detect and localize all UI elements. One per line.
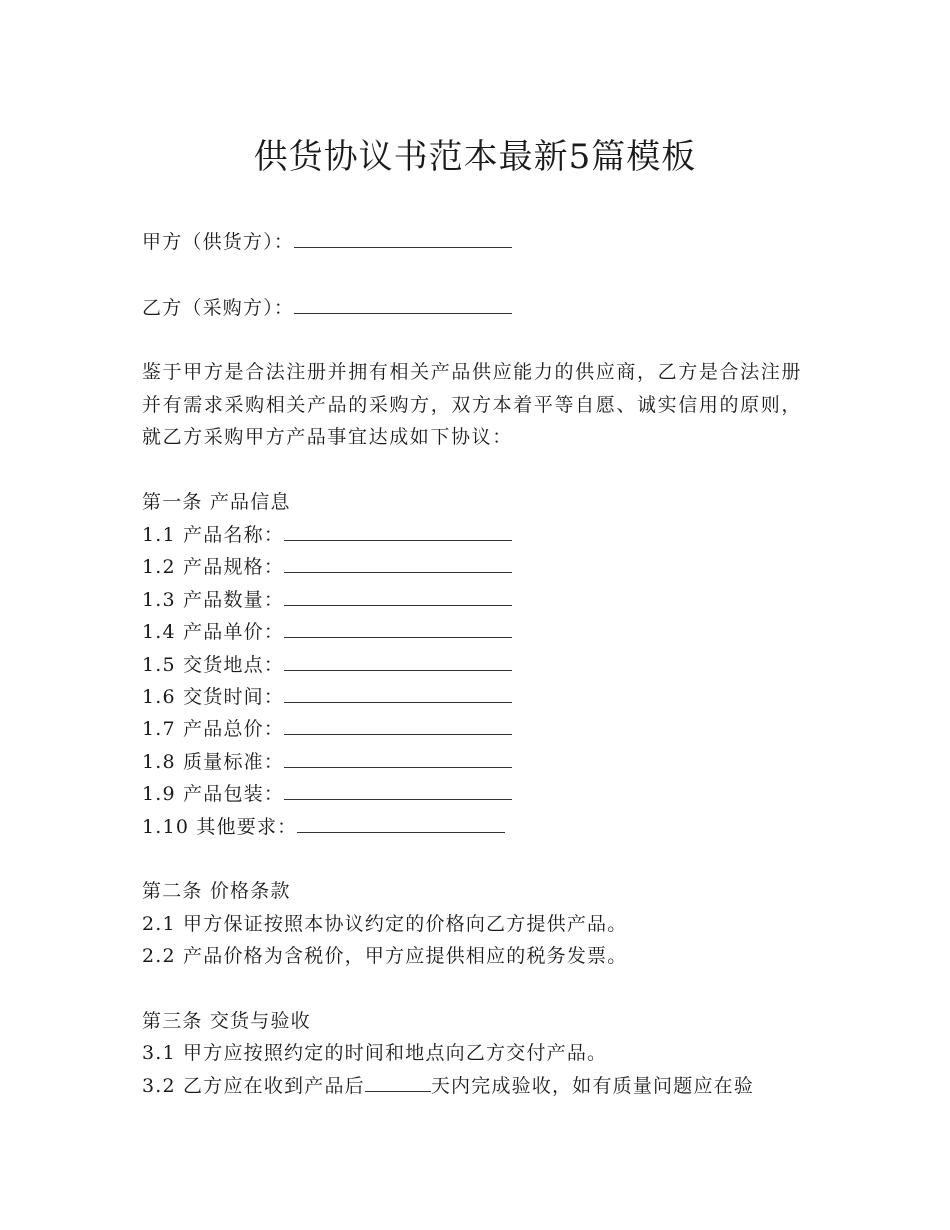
days-blank	[365, 1071, 431, 1092]
item-blank	[284, 682, 512, 703]
article-1-item	[142, 713, 512, 745]
item-label: 1.7 产品总价：	[142, 718, 285, 740]
article-3-item	[142, 1070, 754, 1102]
article-1-heading: 第一条 产品信息	[142, 491, 291, 513]
item-text: 3.2 乙方应在收到产品后	[142, 1075, 365, 1097]
party-b-label: 乙方（采购方）：	[142, 297, 295, 319]
article-1-item	[142, 681, 512, 713]
item-label: 1.9 产品包装：	[142, 783, 285, 805]
item-label: 1.5 交货地点：	[142, 654, 285, 676]
item-blank	[284, 747, 512, 768]
party-a-label: 甲方（供货方）：	[142, 231, 295, 253]
item-blank	[284, 552, 512, 573]
party-b-line	[142, 292, 512, 324]
item-label: 1.6 交货时间：	[142, 686, 285, 708]
item-label: 1.3 产品数量：	[142, 589, 285, 611]
article-1-item	[142, 519, 512, 551]
item-blank	[297, 812, 505, 833]
item-blank	[284, 617, 512, 638]
article-1-item	[142, 778, 512, 810]
item-label: 1.4 产品单价：	[142, 621, 285, 643]
item-label: 1.1 产品名称：	[142, 524, 285, 546]
item-blank	[284, 585, 512, 606]
item-blank	[284, 520, 512, 541]
item-label: 1.2 产品规格：	[142, 556, 285, 578]
item-text: 天内完成验收，如有质量问题应在验	[430, 1075, 755, 1097]
article-1-item	[142, 584, 512, 616]
article-1-item	[142, 551, 512, 583]
article-1-item	[142, 811, 505, 843]
article-2-item: 2.2 产品价格为含税价，甲方应提供相应的税务发票。	[142, 945, 628, 967]
article-2-item: 2.1 甲方保证按照本协议约定的价格向乙方提供产品。	[142, 913, 628, 935]
article-1-item	[142, 746, 512, 778]
item-blank	[284, 650, 512, 671]
item-blank	[284, 714, 512, 735]
item-label: 1.8 质量标准：	[142, 751, 285, 773]
party-b-blank	[294, 293, 512, 314]
party-a-blank	[294, 227, 512, 248]
article-3-heading: 第三条 交货与验收	[142, 1010, 311, 1032]
article-1-item	[142, 616, 512, 648]
article-1-item	[142, 649, 512, 681]
article-3-item: 3.1 甲方应按照约定的时间和地点向乙方交付产品。	[142, 1042, 608, 1064]
document-title: 供货协议书范本最新5篇模板	[253, 137, 697, 177]
item-blank	[284, 779, 512, 800]
party-a-line	[142, 226, 512, 258]
article-2-heading: 第二条 价格条款	[142, 880, 291, 902]
preamble-paragraph: 鉴于甲方是合法注册并拥有相关产品供应能力的供应商，乙方是合法注册并有需求采购相关产品的采购方，双方本着平等自愿、诚实信用的原则，就乙方采购甲方产品事宜达成如下协议：	[142, 361, 802, 448]
item-label: 1.10 其他要求：	[142, 816, 298, 838]
